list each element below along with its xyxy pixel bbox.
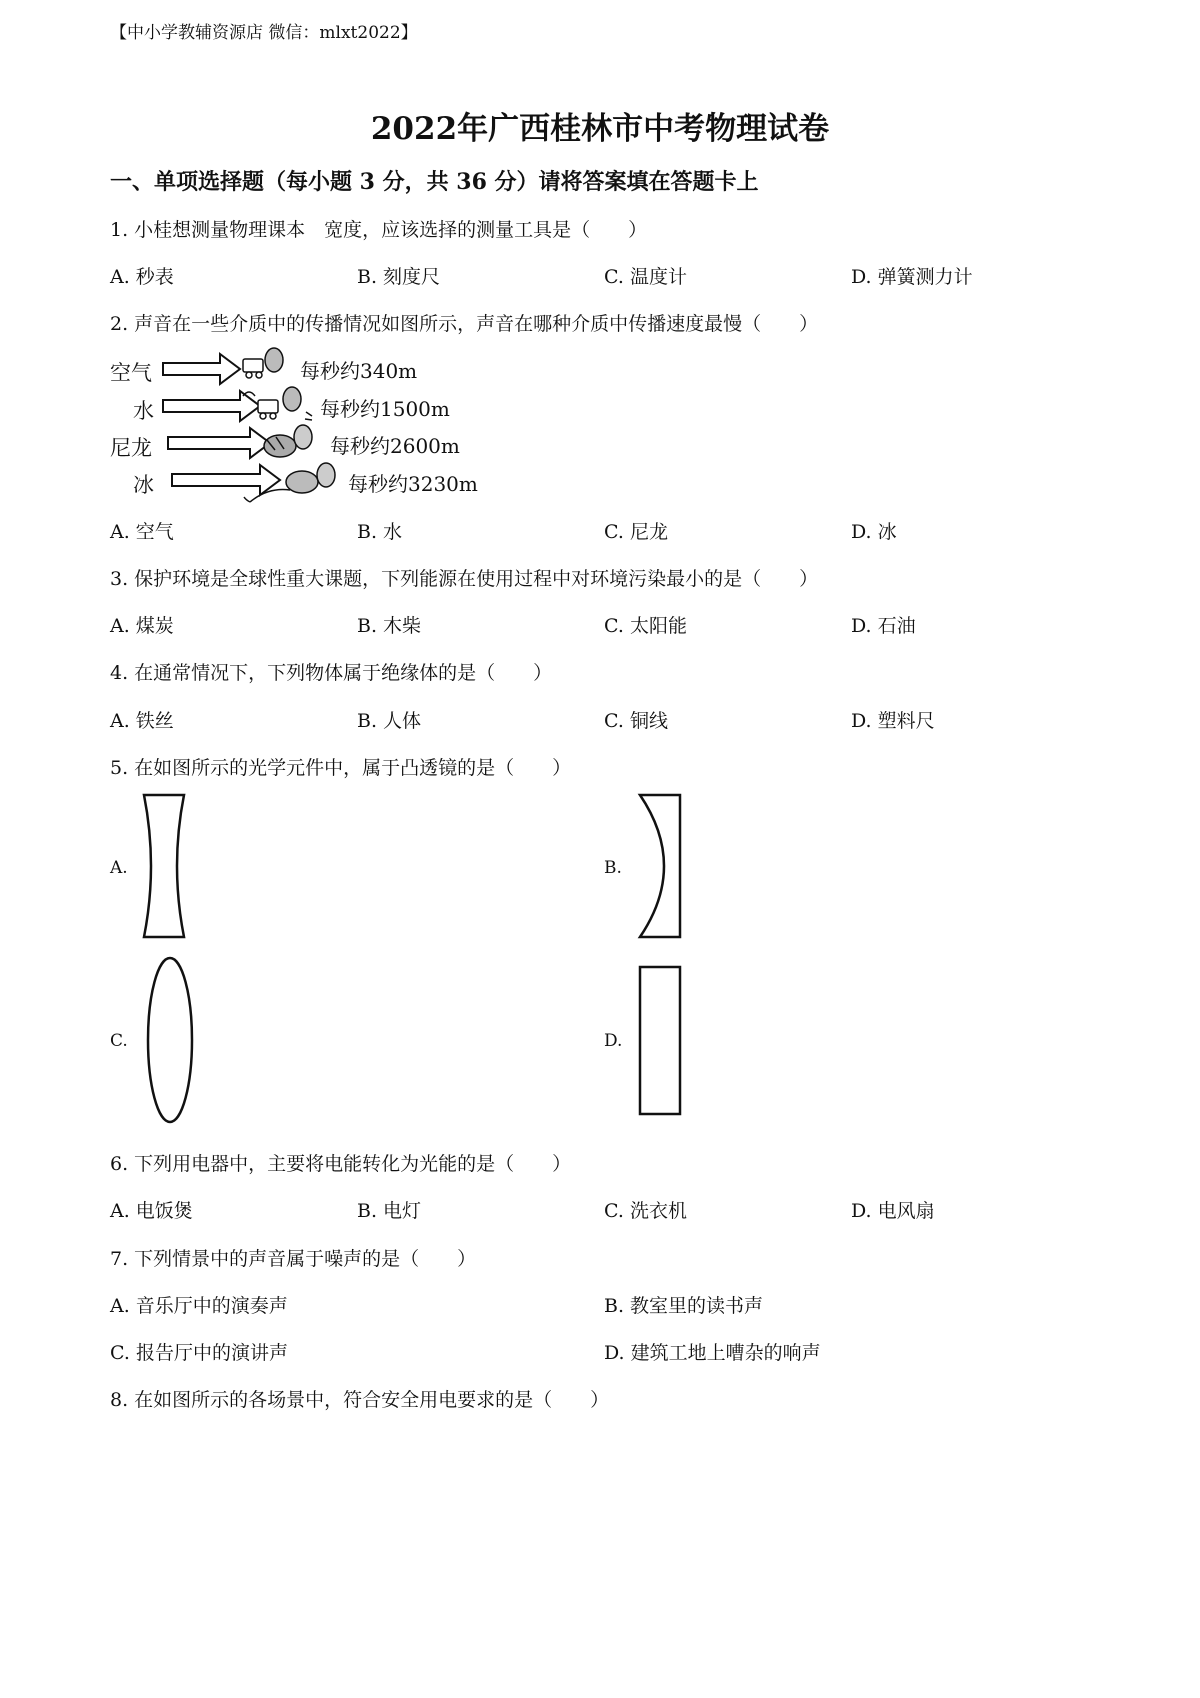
q7-option-b: B. 教室里的读书声	[604, 1295, 764, 1317]
q7-option-a: A. 音乐厅中的演奏声	[110, 1295, 288, 1317]
q3-option-a: A. 煤炭	[110, 615, 174, 637]
question-2-stem: 2. 声音在一些介质中的传播情况如图所示，声音在哪种介质中传播速度最慢（ ）	[110, 313, 819, 335]
q1-option-b: B. 刻度尺	[357, 266, 441, 288]
q5-option-a: A.	[110, 858, 128, 878]
question-6-stem: 6. 下列用电器中，主要将电能转化为光能的是（ ）	[110, 1153, 572, 1175]
question-7-stem: 7. 下列情景中的声音属于噪声的是（ ）	[110, 1248, 477, 1270]
page-title: 2022年广西桂林市中考物理试卷	[370, 111, 830, 147]
q4-option-a: A. 铁丝	[110, 710, 174, 732]
question-5-stem: 5. 在如图所示的光学元件中，属于凸透镜的是（ ）	[110, 757, 572, 779]
q2-option-d: D. 冰	[851, 521, 897, 543]
q5-option-d: D.	[604, 1031, 623, 1051]
speed-water-label: 每秒约1500m	[320, 397, 450, 421]
speed-ice-label: 每秒约3230m	[348, 472, 478, 496]
speed-nylon-label: 每秒约2600m	[330, 434, 460, 458]
question-8-stem: 8. 在如图所示的各场景中，符合安全用电要求的是（ ）	[110, 1389, 610, 1411]
meniscus-lens-icon	[640, 795, 680, 937]
q5-option-b: B.	[604, 858, 622, 878]
q5-option-c: C.	[110, 1031, 128, 1051]
q1-option-a: A. 秒表	[110, 266, 174, 288]
convex-lens-icon	[148, 958, 192, 1122]
q3-option-c: C. 太阳能	[604, 615, 687, 637]
question-4-stem: 4. 在通常情况下，下列物体属于绝缘体的是（ ）	[110, 662, 553, 684]
q3-option-b: B. 木柴	[357, 615, 422, 637]
q4-option-c: C. 铜线	[604, 710, 668, 732]
concave-lens-icon	[144, 795, 184, 937]
page-header: 【中小学教辅资源店 微信：mlxt2022】	[110, 23, 418, 43]
question-3-stem: 3. 保护环境是全球性重大课题，下列能源在使用过程中对环境污染最小的是（ ）	[110, 568, 819, 590]
medium-ice-label: 冰	[133, 473, 154, 497]
medium-nylon-label: 尼龙	[110, 436, 152, 460]
q3-option-d: D. 石油	[851, 615, 916, 637]
medium-air-label: 空气	[110, 361, 152, 385]
q6-option-c: C. 洗衣机	[604, 1200, 687, 1222]
q1-option-d: D. 弹簧测力计	[851, 266, 973, 288]
q7-option-c: C. 报告厅中的演讲声	[110, 1342, 288, 1364]
medium-water-label: 水	[133, 399, 154, 423]
q2-option-a: A. 空气	[110, 521, 174, 543]
q6-option-a: A. 电饭煲	[110, 1200, 193, 1222]
q6-option-b: B. 电灯	[357, 1200, 422, 1222]
q4-option-b: B. 人体	[357, 710, 422, 732]
section-heading: 一、单项选择题（每小题 3 分，共 36 分）请将答案填在答题卡上	[110, 169, 759, 195]
question-1-stem: 1. 小桂想测量物理课本 宽度，应该选择的测量工具是（ ）	[110, 219, 648, 241]
q2-option-c: C. 尼龙	[604, 521, 668, 543]
q4-option-d: D. 塑料尺	[851, 710, 935, 732]
speed-air-label: 每秒约340m	[300, 359, 418, 383]
q2-option-b: B. 水	[357, 521, 403, 543]
q6-option-d: D. 电风扇	[851, 1200, 935, 1222]
flat-glass-icon	[640, 967, 680, 1114]
q1-option-c: C. 温度计	[604, 266, 687, 288]
q7-option-d: D. 建筑工地上嘈杂的响声	[604, 1342, 821, 1364]
